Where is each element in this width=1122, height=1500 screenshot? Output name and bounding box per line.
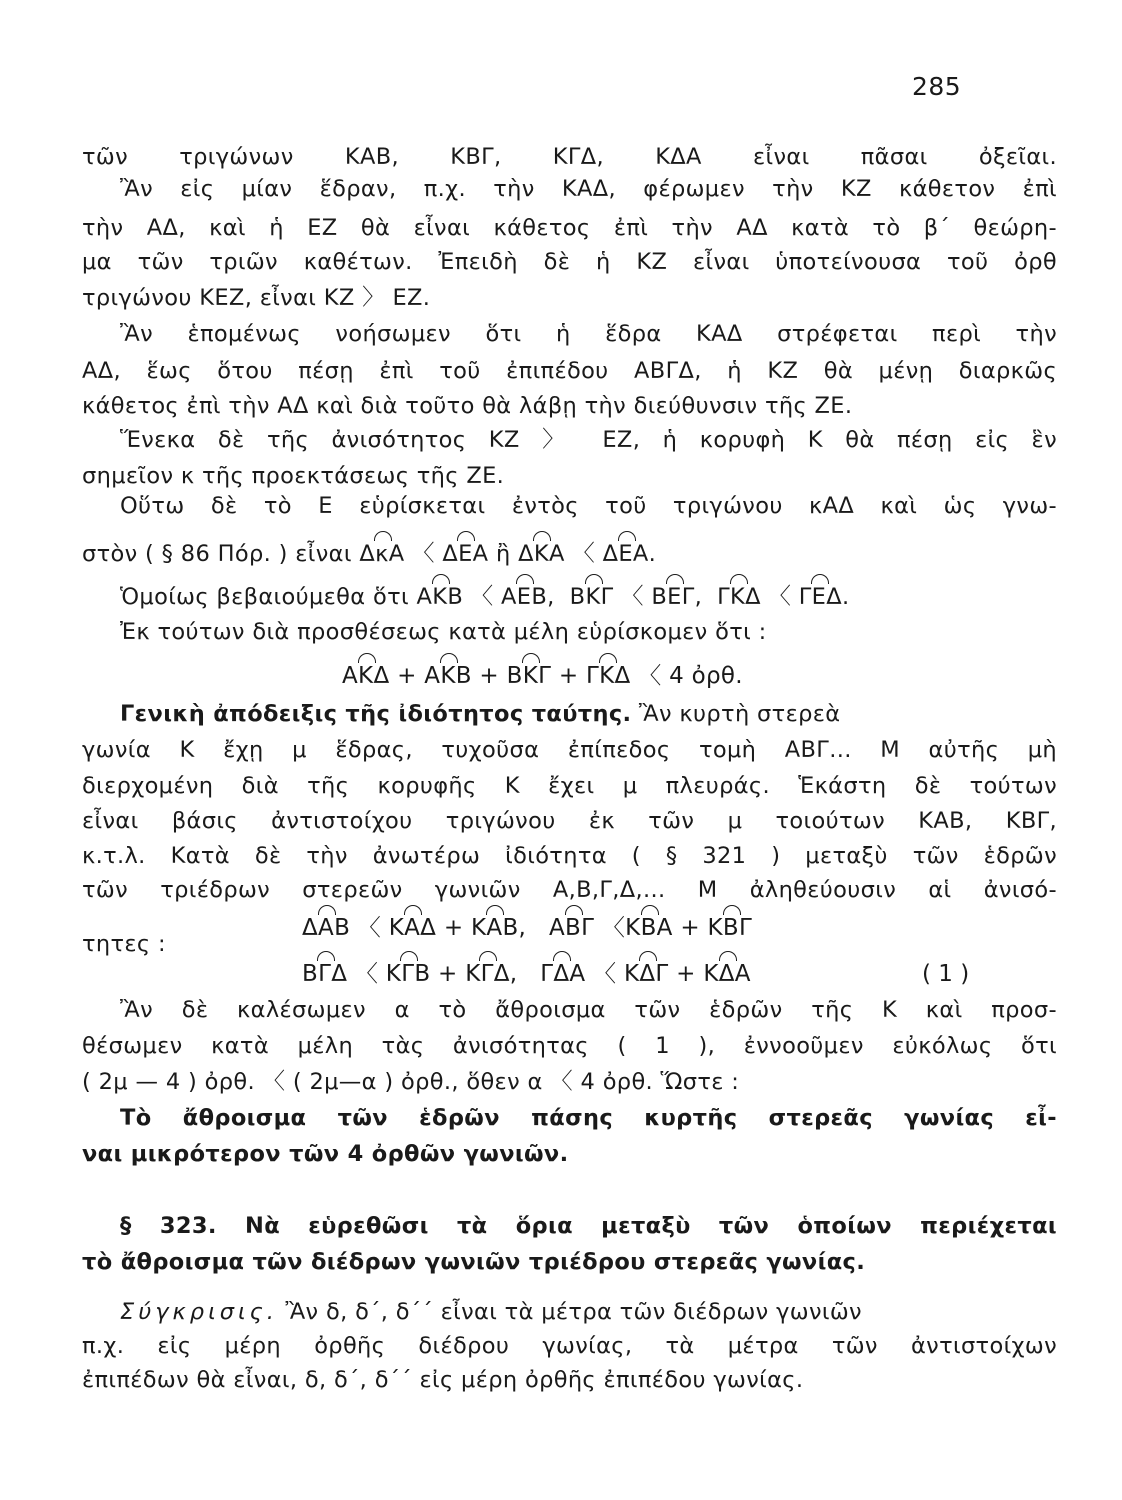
less-than-sign: 〈 (572, 541, 596, 567)
angle-expression: ΑΚΒ (424, 663, 472, 689)
angle-expression: ΑΕΒ, (501, 584, 555, 610)
text-line: Οὕτω δὲ τὸ Ε εὑρίσκεται ἐντὸς τοῦ τριγώνου κΑΔ καὶ ὡς γνω- (120, 493, 1057, 519)
text-line: π.χ. εἰς μέρη ὀρθῆς διέδρου γωνίας, τὰ μέτρα τῶν ἀντιστοίχων (82, 1333, 1057, 1359)
angle-expression: ΑΚΔ (342, 663, 389, 689)
text-line (120, 698, 1057, 730)
section-heading: τὸ ἄθροισμα τῶν διέδρων γωνιῶν τριέδρου στερεᾶς γωνίας. (82, 1249, 866, 1275)
text-line: Ἐκ τούτων διὰ προσθέσεως κατὰ μέλη εὑρίσκομεν ὅτι : (120, 619, 767, 645)
angle-expression: ΚΑΔ (389, 915, 436, 941)
less-than-sign: 〈 (620, 584, 644, 610)
section-bold-heading: Γενικὴ ἀπόδειξις τῆς ἰδιότητος ταύτης. (120, 701, 632, 727)
text-line: ΑΔ, ἕως ὅτου πέσῃ ἐπὶ τοῦ ἐπιπέδου ΑΒΓΔ, ἡ ΚΖ θὰ μένῃ διαρκῶς (82, 358, 1057, 384)
less-than-sign: 〈 (470, 584, 494, 610)
angle-expression: ΔΑΒ (302, 915, 350, 941)
text-line: διερχομένη διὰ τῆς κορυφῆς Κ ἔχει μ πλευράς. Ἑκάστη δὲ τούτων (82, 773, 1057, 799)
angle-expression: ΓΚΔ (717, 584, 761, 610)
angle-expression: ΓΔΑ (540, 961, 585, 987)
angle-expression: ΚΔΓ (624, 961, 669, 987)
inline-text: Ἂν κυρτὴ στερεὰ (631, 701, 841, 727)
text-line: γωνία Κ ἔχῃ μ ἕδρας, τυχοῦσα ἐπίπεδος τομὴ ΑΒΓ... Μ αὐτῆς μὴ (82, 737, 1057, 763)
less-than-sign: 〈 (768, 584, 792, 610)
text-line: Ἂν ἑπομένως νοήσωμεν ὅτι ἡ ἕδρα ΚΑΔ στρέφεται περὶ τὴν (120, 321, 1057, 347)
text-line (120, 1296, 1057, 1328)
angle-expression: ΓΚΔ (586, 663, 631, 689)
text-line: τῶν τριγώνων ΚΑΒ, ΚΒΓ, ΚΓΔ, ΚΔΑ εἶναι πᾶσαι ὀξεῖαι. (82, 144, 1057, 170)
text-line: εἶναι βάσις ἀντιστοίχου τριγώνου ἐκ τῶν μ τοιούτων ΚΑΒ, ΚΒΓ, (82, 808, 1057, 834)
text-line: τῶν τριέδρων στερεῶν γωνιῶν Α,Β,Γ,Δ,... Μ ἀληθεύουσιν αἱ ἀνισό- (82, 877, 1057, 903)
angle-expression: ΔΕΑ (442, 541, 488, 567)
equation-inequalities: ΔΑΒ 〈 ΚΑΔ + ΚΑΒ, ΑΒΓ 〈ΚΒΑ + ΚΒΓ (302, 912, 752, 944)
angle-expression: ΚΔΑ (703, 961, 750, 987)
section-heading: § 323. Νὰ εὑρεθῶσι τὰ ὅρια μεταξὺ τῶν ὁποίων περιέχεται (120, 1213, 1057, 1239)
inline-text: ἢ (495, 541, 511, 567)
angle-expression: ΔΚΑ (518, 541, 565, 567)
text-line: μα τῶν τριῶν καθέτων. Ἐπειδὴ δὲ ἡ ΚΖ εἶναι ὑποτείνουσα τοῦ ὀρθ (82, 249, 1057, 275)
angle-expression: ΒΚΓ (507, 663, 552, 689)
page-number: 285 (912, 72, 962, 101)
text-line: Ἂν δὲ καλέσωμεν α τὸ ἄθροισμα τῶν ἑδρῶν τῆς Κ καὶ προσ- (120, 997, 1057, 1023)
text-line: τριγώνου ΚΕΖ, εἶναι ΚΖ 〉 ΕΖ. (82, 285, 431, 311)
theorem-statement: ναι μικρότερον τῶν 4 ὀρθῶν γωνιῶν. (82, 1141, 569, 1167)
less-than-sign: 〈 (411, 541, 435, 567)
text-line: Ἕνεκα δὲ τῆς ἀνισότητος ΚΖ 〉 ΕΖ, ἡ κορυφὴ Κ θὰ πέσῃ εἰς ἓν (120, 427, 1057, 453)
text-line: κ.τ.λ. Κατὰ δὲ τὴν ἀνωτέρω ἰδιότητα ( § 321 ) μεταξὺ τῶν ἑδρῶν (82, 843, 1057, 869)
text-line: σημεῖον κ τῆς προεκτάσεως τῆς ΖΕ. (82, 463, 505, 489)
label-synkrisis: Σύγκρισις. (120, 1299, 278, 1325)
angle-expression: ΚΒΓ (708, 915, 753, 941)
text-line: ἐπιπέδων θὰ εἶναι, δ, δ΄, δ΄΄ εἰς μέρη ὀρθῆς ἐπιπέδου γωνίας. (82, 1367, 804, 1393)
text-line: Ἂν εἰς μίαν ἕδραν, π.χ. τὴν ΚΑΔ, φέρωμεν τὴν ΚΖ κάθετον ἐπὶ (120, 176, 1057, 202)
angle-expression: ΑΚΒ (416, 584, 463, 610)
angle-expression: ΚΓΒ (386, 961, 431, 987)
equation-sum-angles: ΑΚΔ + ΑΚΒ + ΒΚΓ + ΓΚΔ 〈 4 ὀρθ. (342, 660, 743, 692)
angle-expression: ΒΚΓ (570, 584, 614, 610)
text-line: τὴν ΑΔ, καὶ ἡ ΕΖ θὰ εἶναι κάθετος ἐπὶ τὴν ΑΔ κατὰ τὸ β΄ θεώρη- (82, 215, 1057, 241)
angle-expression: ΒΓΔ (302, 961, 347, 987)
angle-expression: ΔκΑ (359, 541, 404, 567)
angle-expression: ΓΕΔ. (799, 584, 850, 610)
text-line-with-angles (120, 581, 1095, 613)
equation-number: ( 1 ) (922, 961, 970, 987)
text-line: κάθετος ἐπὶ τὴν ΑΔ καὶ διὰ τοῦτο θὰ λάβῃ τὴν διεύθυνσιν τῆς ΖΕ. (82, 393, 853, 419)
text-line-with-angles (82, 538, 1057, 570)
text-line: θέσωμεν κατὰ μέλη τὰς ἀνισότητας ( 1 ), ἐννοοῦμεν εὐκόλως ὅτι (82, 1033, 1057, 1059)
text-line: ( 2μ — 4 ) ὀρθ. 〈 ( 2μ—α ) ὀρθ., ὅθεν α 〈 4 ὀρθ. Ὥστε : (82, 1069, 740, 1095)
equation-inequalities: ΒΓΔ 〈 ΚΓΒ + ΚΓΔ, ΓΔΑ 〈 ΚΔΓ + ΚΔΑ (302, 958, 751, 990)
angle-expression: ΒΕΓ, (651, 584, 702, 610)
theorem-statement: Τὸ ἄθροισμα τῶν ἑδρῶν πάσης κυρτῆς στερεᾶς γωνίας εἶ- (120, 1105, 1057, 1131)
angle-expression: ΚΒΑ (625, 915, 673, 941)
inline-text: στὸν ( § 86 Πόρ. ) εἶναι (82, 541, 352, 567)
inline-text: Ὁμοίως βεβαιούμεθα ὅτι (120, 584, 409, 610)
text-line: τητες : (82, 931, 166, 957)
angle-expression: ΚΑΒ, (471, 915, 526, 941)
inline-text: Ἂν δ, δ΄, δ΄΄ εἶναι τὰ μέτρα τῶν διέδρων γωνιῶν (277, 1299, 862, 1325)
angle-expression: ΔΕΑ (603, 541, 649, 567)
angle-expression: ΑΒΓ (549, 915, 594, 941)
inline-text: . (648, 541, 657, 567)
angle-expression: ΚΓΔ, (465, 961, 517, 987)
